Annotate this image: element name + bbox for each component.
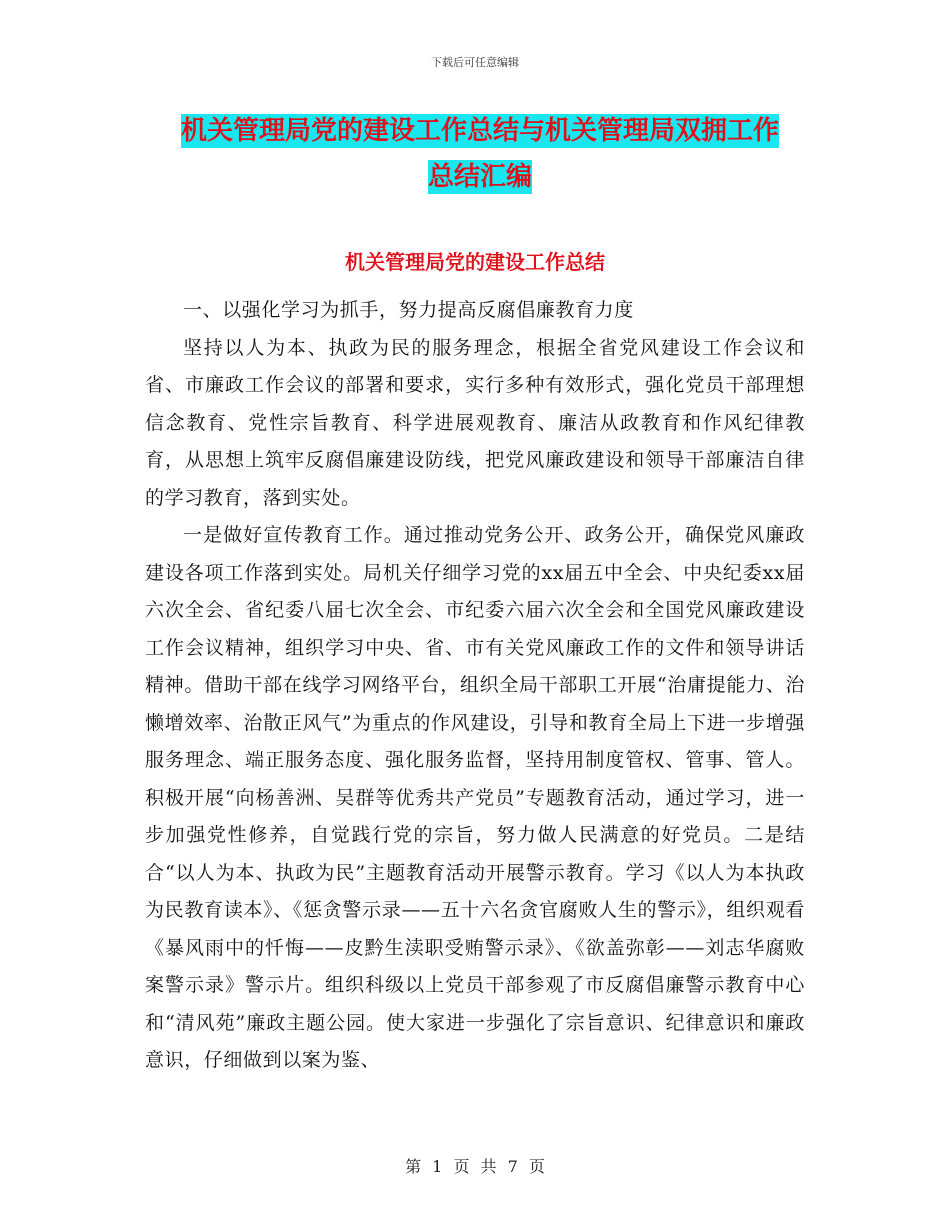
header-note: 下载后可任意编辑: [431, 56, 519, 69]
section-heading-paragraph: 一、以强化学习为抓手，努力提高反腐倡廉教育力度: [183, 299, 634, 321]
body-paragraph: 坚持以人为本、执政为民的服务理念，根据全省党风建设工作会议和省、市廉政工作会议的部署和要求，实行多种有效形式，强化党员干部理想信念教育、党性宗旨教育、科学进展观教育、廉洁从政教育和作风纪律教育，从思想上筑牢反腐倡廉建设防线，把党风廉政建设和领导干部廉洁自律的学习教育，落到实处。: [145, 336, 805, 509]
document-title-line-2: 总结汇编: [427, 162, 532, 192]
page-number-footer: 第 1 页 共 7 页: [405, 1157, 545, 1176]
document-body: [145, 292, 805, 1080]
section-title: 机关管理局党的建设工作总结: [345, 250, 605, 274]
body-paragraph: 一是做好宣传教育工作。通过推动党务公开、政务公开，确保党风廉政建设各项工作落到实处。局机关仔细学习党的xx届五中全会、中央纪委xx届六次全会、省纪委八届七次全会、市纪委六届六次全会和全国党风廉政建设工作会议精神，组织学习中央、省、市有关党风廉政工作的文件和领导讲话精神。借助干部在线学习网络平台，组织全局干部职工开展“治庸提能力、治懒增效率、治散正风气”为重点的作风建设，引导和教育全局上下进一步增强服务理念、端正服务态度、强化服务监督，坚持用制度管权、管事、管人。积极开展“向杨善洲、吴群等优秀共产党员”专题教育活动，通过学习，进一步加强党性修养，自觉践行党的宗旨，努力做人民满意的好党员。二是结合“以人为本、执政为民”主题教育活动开展警示教育。学习《以人为本执政为民教育读本》、《惩贪警示录——五十六名贪官腐败人生的警示》，组织观看《暴风雨中的忏悔——皮黔生渎职受贿警示录》、《欲盖弥彰——刘志华腐败案警示录》警示片。组织科级以上党员干部参观了市反腐倡廉警示教育中心和“清风苑”廉政主题公园。使大家进一步强化了宗旨意识、纪律意识和廉政意识，仔细做到以案为鉴、: [145, 524, 805, 1071]
document-title: [140, 108, 820, 200]
document-title-line-1: 机关管理局党的建设工作总结与机关管理局双拥工作: [180, 116, 779, 146]
